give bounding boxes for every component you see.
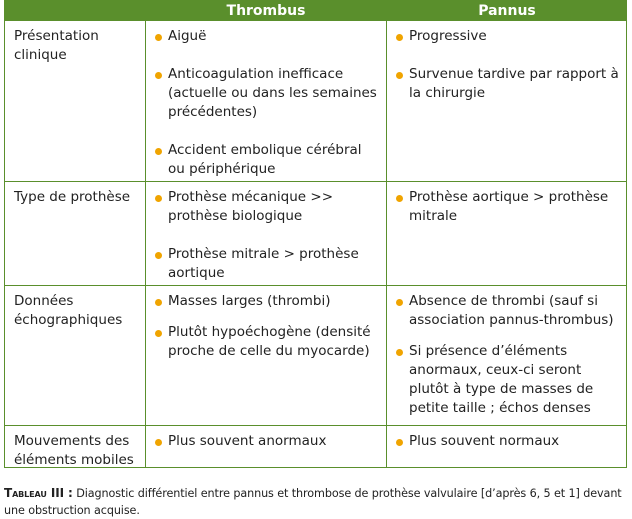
list-item: Prothèse mécanique >> prothèse biologique (155, 188, 378, 226)
list-item: Survenue tardive par rapport à la chirurgie (396, 65, 619, 103)
header-pannus: Pannus (478, 3, 536, 19)
comparison-table (4, 0, 627, 468)
list-item: Plutôt hypoéchogène (densité proche de celle du myocarde) (155, 323, 378, 361)
pannus-cell-movements (387, 426, 627, 451)
pannus-cell-presentation (387, 21, 627, 103)
list-item: Plus souvent anormaux (155, 432, 378, 451)
header-thrombus: Thrombus (226, 3, 306, 19)
caption-text: Diagnostic différentiel entre pannus et thrombose de prothèse valvulaire [d’après 6, 5 et 1] devant une obstruction acquise. (4, 487, 622, 517)
row-label-movements: Mouvements des éléments mobiles (14, 433, 134, 468)
thrombus-cell-presentation (146, 21, 386, 179)
list-item: Accident embolique cérébral ou périphérique (155, 141, 378, 179)
list-item: Anticoagulation inefficace (actuelle ou dans les semaines précédentes) (155, 65, 378, 122)
list-item: Aiguë (155, 27, 378, 46)
list-item: Absence de thrombi (sauf si association pannus-thrombus) (396, 292, 619, 330)
list-item: Prothèse aortique > prothèse mitrale (396, 188, 619, 226)
table-header-row (5, 1, 626, 21)
list-item: Progressive (396, 27, 619, 46)
thrombus-cell-type (146, 182, 386, 283)
list-item: Masses larges (thrombi) (155, 292, 378, 311)
list-item: Plus souvent normaux (396, 432, 619, 451)
thrombus-cell-echo (146, 286, 386, 361)
row-label-type: Type de prothèse (14, 189, 131, 205)
list-item: Prothèse mitrale > prothèse aortique (155, 245, 378, 283)
caption-label: Tableau III : (4, 486, 73, 500)
thrombus-cell-movements (146, 426, 386, 451)
pannus-cell-type (387, 182, 627, 226)
header-empty-cell (5, 1, 145, 21)
row-label-presentation: Présentation clinique (14, 28, 99, 63)
pannus-cell-echo (387, 286, 627, 418)
table-caption (4, 485, 630, 519)
row-label-echo: Données échographiques (14, 293, 123, 328)
list-item: Si présence d’éléments anormaux, ceux-ci seront plutôt à type de masses de petite taille ; échos denses (396, 342, 619, 418)
